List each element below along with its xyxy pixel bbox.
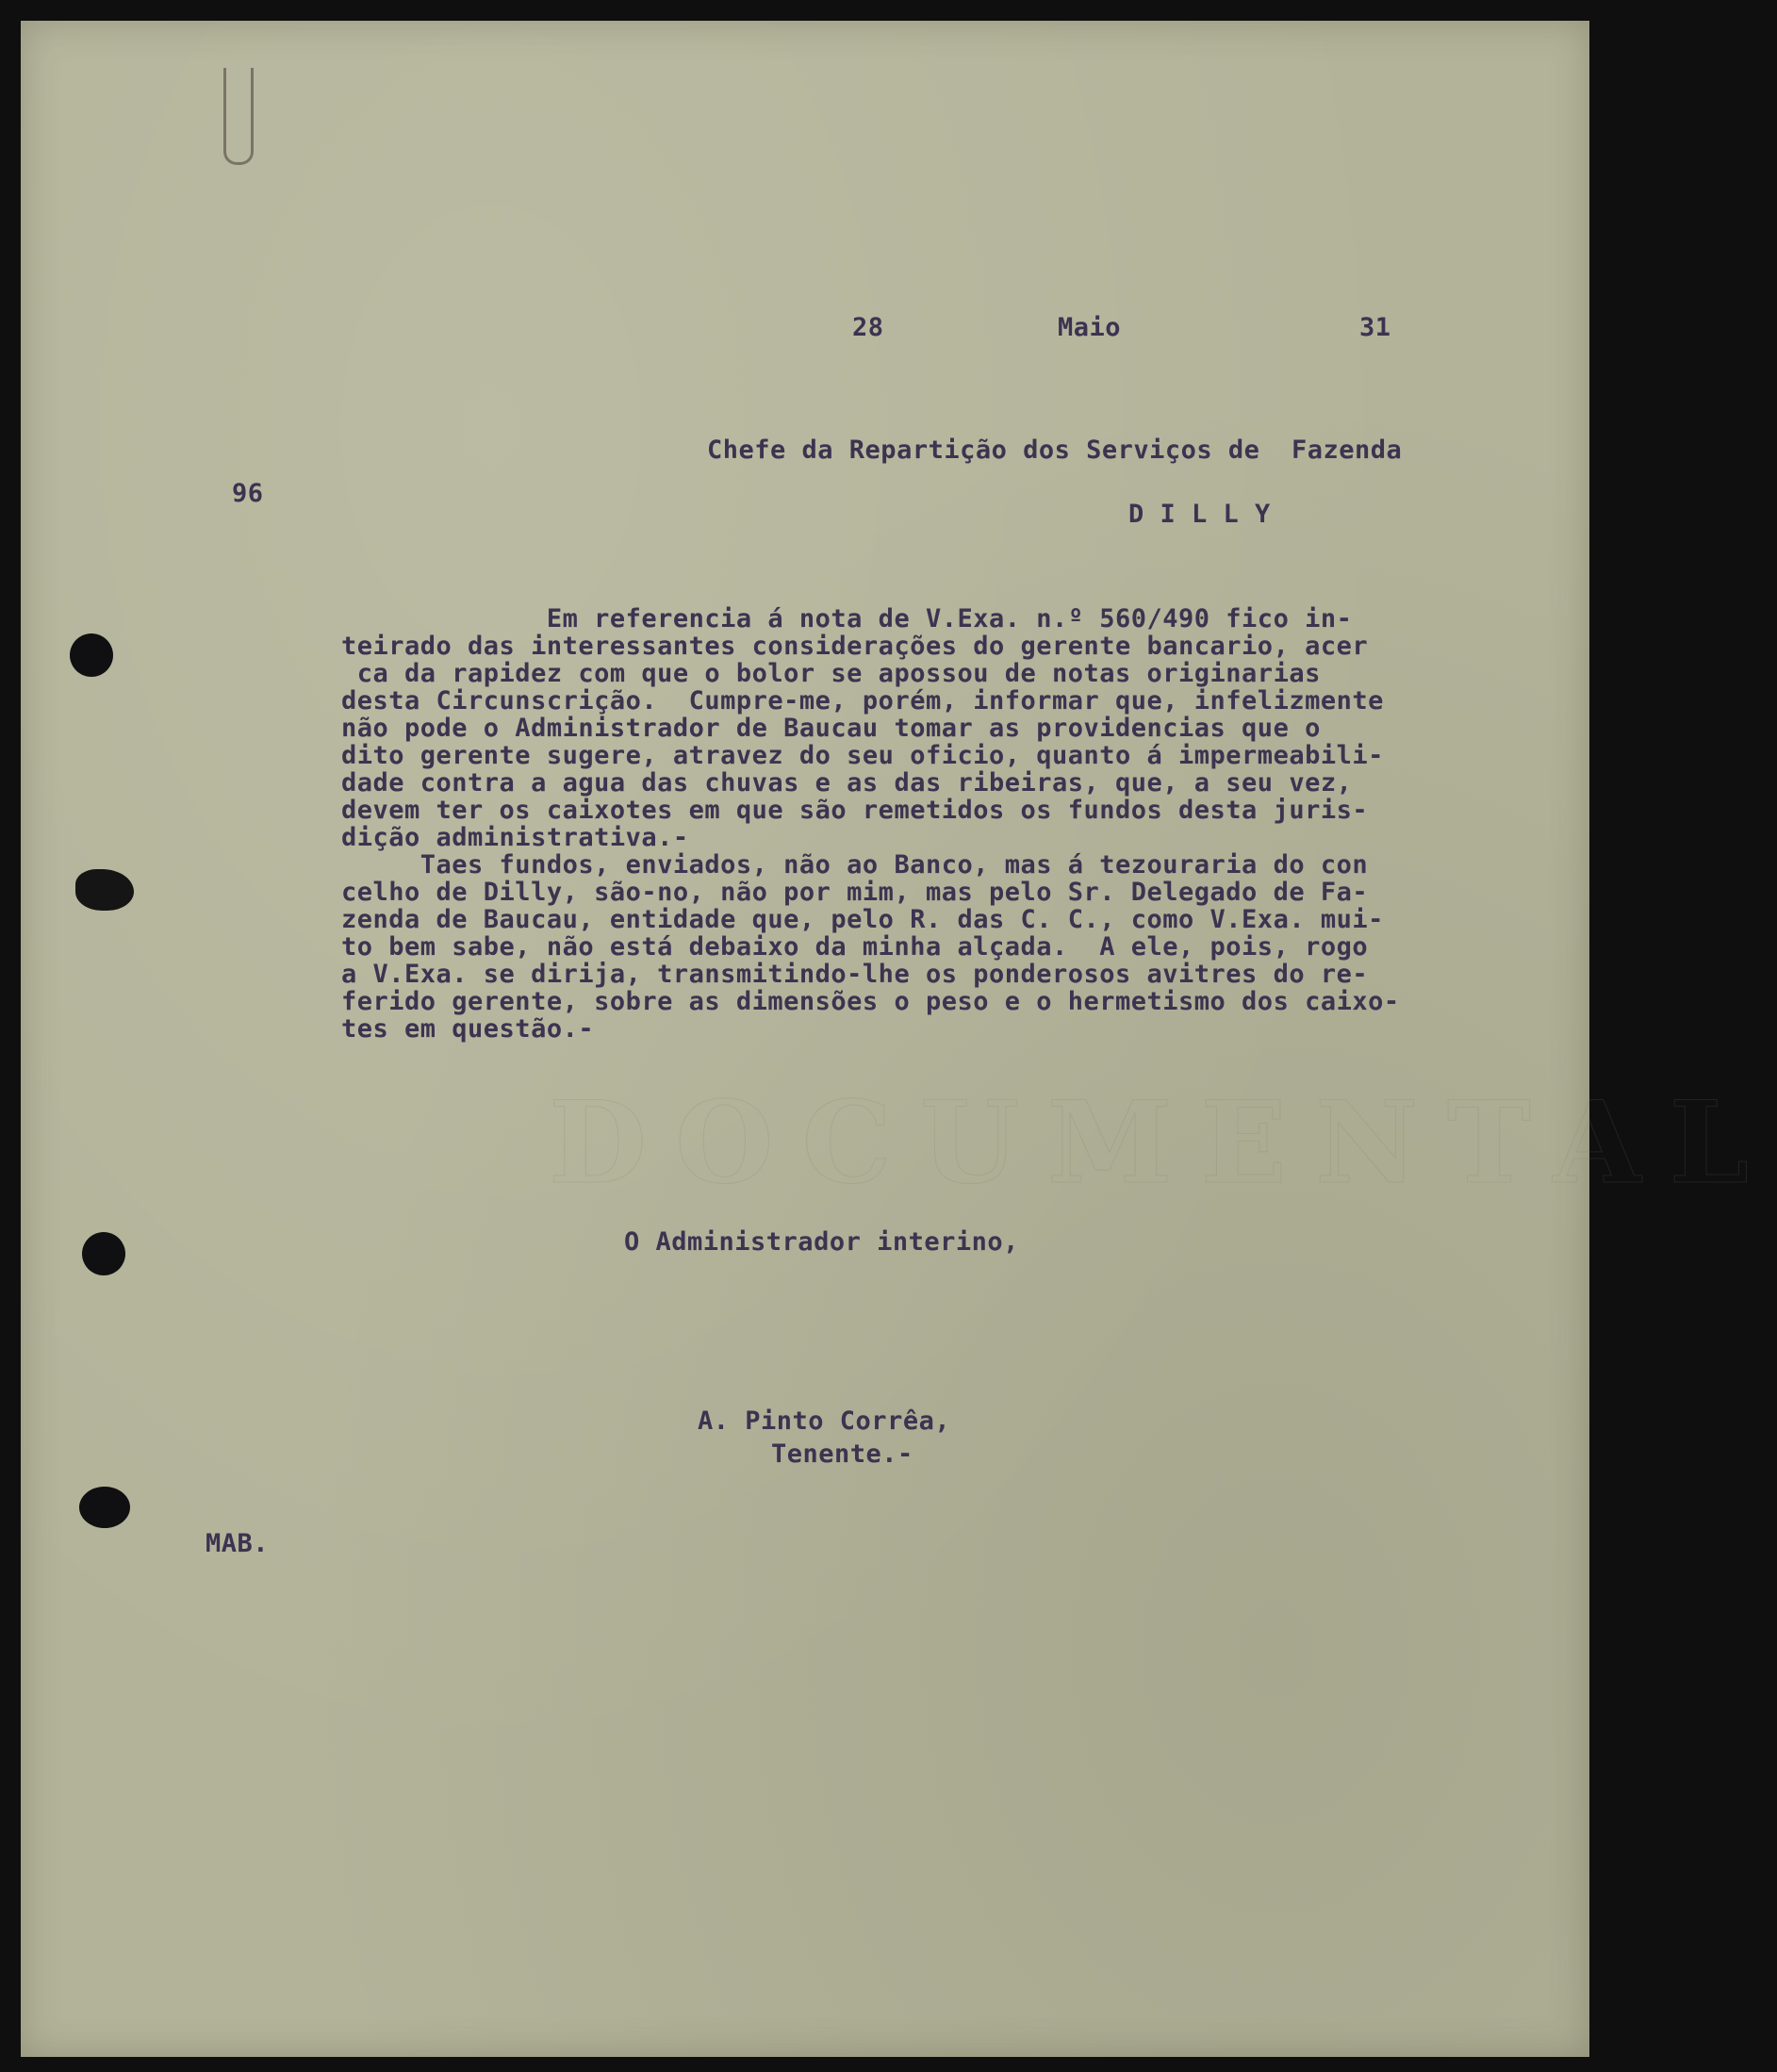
punch-hole-2	[82, 1232, 125, 1275]
closing-line: O Administrador interino,	[624, 1227, 1019, 1257]
body-line: celho de Dilly, são-no, não por mim, mas pelo Sr. Delegado de Fa-	[341, 878, 1369, 907]
body-line: Em referencia á nota de V.Exa. n.º 560/490 fico in-	[341, 604, 1353, 633]
date-month: Maio	[1058, 313, 1122, 342]
body-line: zenda de Baucau, entidade que, pelo R. das C. C., como V.Exa. mui-	[341, 905, 1384, 934]
body-line: dito gerente sugere, atravez do seu oficio, quanto á impermeabili-	[341, 741, 1384, 770]
typist-initials: MAB.	[206, 1529, 270, 1558]
date-day: 28	[852, 313, 884, 342]
body-line: ca da rapidez com que o bolor se apossou de notas originarias	[341, 659, 1321, 688]
document-page	[21, 21, 1777, 2057]
body-line: Taes fundos, enviados, não ao Banco, mas á tezouraria do con	[341, 850, 1369, 880]
body-line: teirado das interessantes considerações do gerente bancario, acer	[341, 632, 1369, 661]
body-line: ferido gerente, sobre as dimensões o peso e o hermetismo dos caixo-	[341, 987, 1400, 1016]
body-line: a V.Exa. se dirija, transmitindo-lhe os ponderosos avitres do re-	[341, 960, 1369, 989]
body-line: não pode o Administrador de Baucau tomar as providencias que o	[341, 714, 1321, 743]
punch-hole-3	[79, 1487, 130, 1528]
body-line: dição administrativa.-	[341, 823, 689, 852]
watermark: DOCUMENTAL	[549, 1077, 1777, 1209]
body-line: tes em questão.-	[341, 1014, 595, 1044]
punch-hole-1	[70, 633, 113, 677]
body-line: to bem sabe, não está debaixo da minha alçada. A ele, pois, rogo	[341, 932, 1369, 962]
body-line: devem ter os caixotes em que são remetidos os fundos desta juris-	[341, 796, 1369, 825]
letter-body	[341, 605, 1400, 1043]
date-year: 31	[1359, 313, 1391, 342]
torn-corner-mark	[75, 869, 134, 911]
signature-rank: Tenente.-	[771, 1439, 913, 1469]
addressee-place: D I L L Y	[1128, 500, 1271, 529]
body-line: dade contra a agua das chuvas e as das ribeiras, que, a seu vez,	[341, 768, 1353, 798]
addressee-title: Chefe da Repartição dos Serviços de Fazenda	[707, 436, 1403, 465]
paper-clip-mark	[223, 68, 254, 165]
body-line: desta Circunscrição. Cumpre-me, porém, informar que, infelizmente	[341, 686, 1384, 715]
signature-name: A. Pinto Corrêa,	[698, 1406, 951, 1436]
margin-number: 96	[232, 479, 264, 508]
